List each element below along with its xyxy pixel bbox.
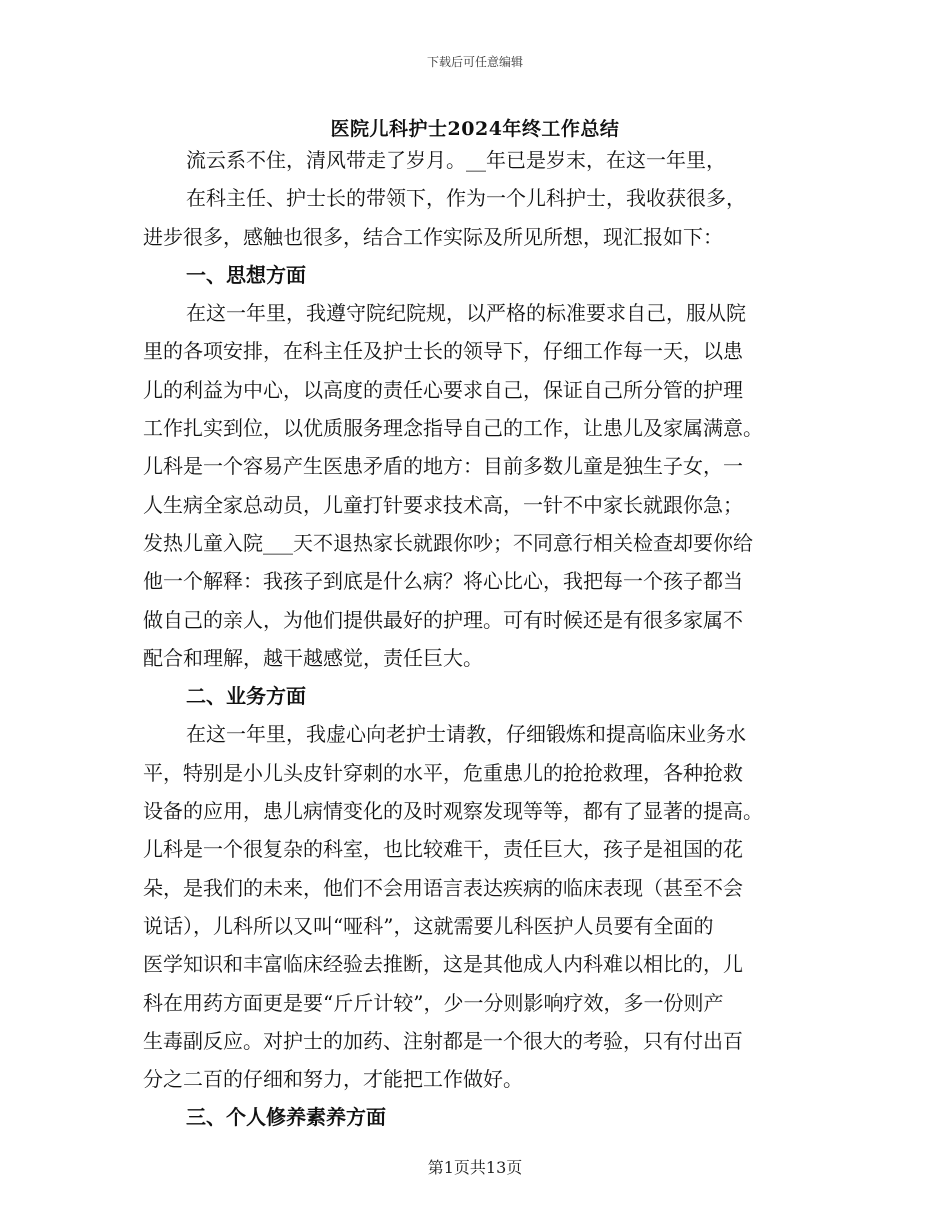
paragraph-line: 朵，是我们的未来，他们不会用语言表达疾病的临床表现（甚至不会 bbox=[143, 875, 743, 900]
paragraph-line: 平，特别是小儿头皮针穿刺的水平，危重患儿的抢抢救理，各种抢救 bbox=[143, 760, 743, 785]
paragraph-line: 儿的利益为中心，以高度的责任心要求自己，保证自己所分管的护理 bbox=[143, 377, 743, 402]
paragraph-line: 生毒副反应。对护士的加药、注射都是一个很大的考验，只有付出百 bbox=[143, 1028, 743, 1053]
document-title: 医院儿科护士2024年终工作总结 bbox=[330, 118, 620, 140]
paragraph-line: 做自己的亲人，为他们提供最好的护理。可有时候还是有很多家属不 bbox=[143, 607, 743, 632]
paragraph-line: 分之二百的仔细和努力，才能把工作做好。 bbox=[143, 1067, 523, 1092]
page-number-footer: 第1页共13页 bbox=[427, 1158, 523, 1177]
paragraph-line: 在这一年里，我遵守院纪院规，以严格的标准要求自己，服从院 bbox=[186, 301, 746, 326]
paragraph-line: 设备的应用，患儿病情变化的及时观察发现等等，都有了显著的提高。 bbox=[143, 799, 763, 824]
paragraph-line: 儿科是一个容易产生医患矛盾的地方：目前多数儿童是独生子女，一 bbox=[143, 454, 743, 479]
paragraph-line: 进步很多，感触也很多，结合工作实际及所见所想，现汇报如下： bbox=[143, 224, 723, 249]
paragraph-line: 发热儿童入院___天不退热家长就跟你吵；不同意行相关检查却要你给 bbox=[143, 530, 753, 555]
section-heading-thought: 一、思想方面 bbox=[186, 262, 306, 287]
paragraph-line: 配合和理解，越干越感觉，责任巨大。 bbox=[143, 645, 483, 670]
section-heading-personal: 三、个人修养素养方面 bbox=[186, 1105, 386, 1130]
paragraph-line: 他一个解释：我孩子到底是什么病？将心比心，我把每一个孩子都当 bbox=[143, 569, 743, 594]
paragraph-line: 流云系不住，清风带走了岁月。__年已是岁末，在这一年里， bbox=[186, 148, 726, 172]
paragraph-line: 人生病全家总动员，儿童打针要求技术高，一针不中家长就跟你急； bbox=[143, 492, 743, 517]
paragraph-line: 工作扎实到位，以优质服务理念指导自己的工作，让患儿及家属满意。 bbox=[143, 416, 763, 441]
paragraph-line: 在科主任、护士长的带领下，作为一个儿科护士，我收获很多， bbox=[186, 186, 746, 211]
document-body bbox=[143, 141, 813, 1137]
paragraph-line: 在这一年里，我虚心向老护士请教，仔细锻炼和提高临床业务水 bbox=[186, 722, 746, 747]
paragraph-line: 说话），儿科所以又叫“哑科”，这就需要儿科医护人员要有全面的 bbox=[143, 913, 714, 938]
section-heading-business: 二、业务方面 bbox=[186, 684, 306, 709]
paragraph-line: 儿科是一个很复杂的科室，也比较难干，责任巨大，孩子是祖国的花 bbox=[143, 837, 743, 862]
paragraph-line: 科在用药方面更是要“斤斤计较”，少一分则影响疗效，多一份则产 bbox=[143, 990, 724, 1015]
paragraph-line: 里的各项安排，在科主任及护士长的领导下，仔细工作每一天，以患 bbox=[143, 339, 743, 364]
paragraph-line: 医学知识和丰富临床经验去推断，这是其他成人内科难以相比的，儿 bbox=[143, 952, 743, 977]
header-note: 下载后可任意编辑 bbox=[426, 55, 523, 69]
